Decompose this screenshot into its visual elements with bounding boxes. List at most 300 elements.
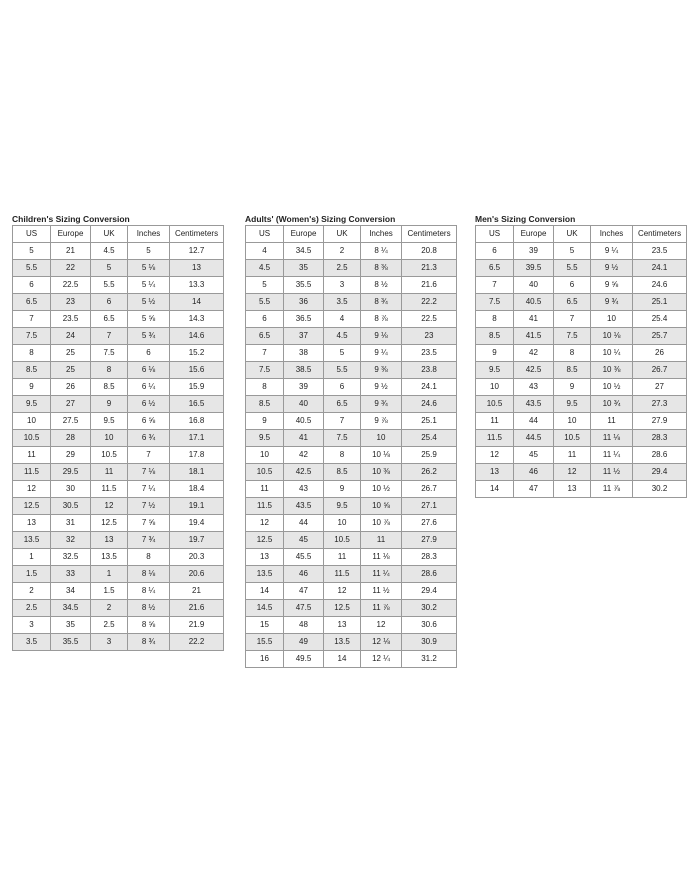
cell-inches: 10 ⅜ [361,464,402,481]
table-row [246,345,457,362]
cell-europe: 40.5 [284,413,324,430]
cell-us: 16 [246,651,284,668]
table-row [476,430,687,447]
cell-uk: 3 [324,277,361,294]
table-row [476,464,687,481]
table-row [13,260,224,277]
cell-us: 6 [13,277,51,294]
cell-us: 4 [246,243,284,260]
cell-europe: 44 [284,515,324,532]
cell-uk: 4 [324,311,361,328]
cell-centimeters: 28.3 [402,549,457,566]
cell-centimeters: 23 [402,328,457,345]
cell-uk: 11 [91,464,128,481]
table-row [246,532,457,549]
cell-us: 7.5 [13,328,51,345]
cell-centimeters: 23.5 [633,243,687,260]
cell-europe: 29.5 [51,464,91,481]
cell-centimeters: 22.2 [170,634,224,651]
cell-uk: 5 [554,243,591,260]
cell-uk: 7.5 [554,328,591,345]
col-header-europe: Europe [284,226,324,243]
cell-centimeters: 25.9 [402,447,457,464]
cell-europe: 45 [284,532,324,549]
cell-us: 9.5 [246,430,284,447]
cell-centimeters: 20.8 [402,243,457,260]
table-row [13,498,224,515]
table-row [13,243,224,260]
col-header-centimeters: Centimeters [170,226,224,243]
cell-us: 8 [246,379,284,396]
cell-uk: 8.5 [91,379,128,396]
cell-centimeters: 15.6 [170,362,224,379]
cell-centimeters: 24.1 [402,379,457,396]
cell-inches: 10 ⅛ [591,328,633,345]
cell-inches: 10 ⅜ [591,362,633,379]
cell-uk: 2 [324,243,361,260]
cell-europe: 38.5 [284,362,324,379]
cell-europe: 43.5 [514,396,554,413]
table-row [476,328,687,345]
cell-uk: 11.5 [91,481,128,498]
table-row [13,464,224,481]
table-row [13,294,224,311]
cell-centimeters: 30.9 [402,634,457,651]
table-row [246,396,457,413]
women-table-header [246,226,457,243]
men-table-body [476,243,687,498]
cell-us: 5 [246,277,284,294]
cell-inches: 10 ⅛ [361,447,402,464]
cell-uk: 6 [324,379,361,396]
table-row [246,294,457,311]
cell-centimeters: 18.1 [170,464,224,481]
cell-us: 10 [476,379,514,396]
women-table-body [246,243,457,668]
cell-inches: 10 [361,430,402,447]
cell-europe: 22.5 [51,277,91,294]
table-row [476,447,687,464]
cell-us: 11.5 [246,498,284,515]
table-row [476,413,687,430]
cell-inches: 7 ⅛ [128,464,170,481]
cell-centimeters: 25.4 [633,311,687,328]
table-row [13,362,224,379]
cell-inches: 5 ⅛ [128,260,170,277]
cell-europe: 44.5 [514,430,554,447]
cell-centimeters: 29.4 [633,464,687,481]
cell-europe: 42 [514,345,554,362]
cell-europe: 25 [51,345,91,362]
cell-inches: 5 ½ [128,294,170,311]
table-row [246,413,457,430]
table-row [246,566,457,583]
table-row [13,311,224,328]
cell-uk: 10.5 [91,447,128,464]
cell-uk: 10 [324,515,361,532]
cell-europe: 40 [284,396,324,413]
cell-europe: 41.5 [514,328,554,345]
cell-inches: 8 [128,549,170,566]
cell-inches: 6 ¾ [128,430,170,447]
cell-uk: 13 [554,481,591,498]
cell-inches: 9 ¼ [361,345,402,362]
cell-europe: 25 [51,362,91,379]
table-row [246,447,457,464]
table-row [246,464,457,481]
cell-us: 6.5 [476,260,514,277]
cell-us: 12 [13,481,51,498]
cell-europe: 21 [51,243,91,260]
cell-centimeters: 19.1 [170,498,224,515]
cell-uk: 7.5 [324,430,361,447]
table-row [476,362,687,379]
cell-centimeters: 28.6 [402,566,457,583]
cell-uk: 5 [324,345,361,362]
cell-inches: 9 ¼ [591,243,633,260]
cell-uk: 13 [91,532,128,549]
cell-uk: 3.5 [324,294,361,311]
cell-europe: 47 [514,481,554,498]
cell-us: 3 [13,617,51,634]
children-table-header [13,226,224,243]
cell-inches: 6 [128,345,170,362]
cell-us: 8.5 [13,362,51,379]
cell-europe: 38 [284,345,324,362]
cell-centimeters: 31.2 [402,651,457,668]
cell-centimeters: 21.3 [402,260,457,277]
cell-centimeters: 24.1 [633,260,687,277]
cell-uk: 12 [554,464,591,481]
cell-europe: 26 [51,379,91,396]
col-header-centimeters: Centimeters [402,226,457,243]
table-row [13,379,224,396]
cell-us: 7 [246,345,284,362]
cell-us: 10.5 [13,430,51,447]
cell-inches: 11 [591,413,633,430]
cell-inches: 11 ¼ [361,566,402,583]
cell-europe: 33 [51,566,91,583]
cell-inches: 8 ¾ [128,634,170,651]
cell-centimeters: 23.8 [402,362,457,379]
cell-europe: 46 [514,464,554,481]
table-row [13,600,224,617]
women-sizing-section [245,213,457,668]
cell-europe: 34 [51,583,91,600]
cell-uk: 5 [91,260,128,277]
table-row [476,260,687,277]
cell-centimeters: 28.6 [633,447,687,464]
cell-us: 11.5 [13,464,51,481]
cell-us: 13.5 [246,566,284,583]
cell-uk: 11 [324,549,361,566]
cell-centimeters: 19.7 [170,532,224,549]
cell-inches: 6 ½ [128,396,170,413]
table-row [246,260,457,277]
cell-centimeters: 22.2 [402,294,457,311]
cell-centimeters: 30.2 [402,600,457,617]
cell-inches: 12 [361,617,402,634]
cell-europe: 42.5 [514,362,554,379]
table-row [476,379,687,396]
cell-us: 7.5 [246,362,284,379]
cell-us: 8.5 [476,328,514,345]
cell-inches: 11 ⅞ [591,481,633,498]
cell-europe: 36.5 [284,311,324,328]
cell-inches: 7 ½ [128,498,170,515]
cell-uk: 1.5 [91,583,128,600]
cell-uk: 13.5 [324,634,361,651]
col-header-us: US [246,226,284,243]
cell-centimeters: 21.6 [170,600,224,617]
table-row [246,481,457,498]
cell-europe: 39.5 [514,260,554,277]
cell-inches: 11 ⅛ [361,549,402,566]
cell-europe: 34.5 [51,600,91,617]
cell-inches: 5 ⅝ [128,311,170,328]
cell-centimeters: 22.5 [402,311,457,328]
table-row [476,294,687,311]
cell-us: 9 [246,413,284,430]
cell-centimeters: 12.7 [170,243,224,260]
cell-europe: 45.5 [284,549,324,566]
cell-us: 9.5 [13,396,51,413]
cell-inches: 8 ¼ [128,583,170,600]
cell-europe: 22 [51,260,91,277]
cell-europe: 29 [51,447,91,464]
cell-centimeters: 14.3 [170,311,224,328]
cell-us: 11 [476,413,514,430]
men-sizing-section [475,213,687,498]
cell-europe: 49 [284,634,324,651]
cell-europe: 46 [284,566,324,583]
cell-europe: 34.5 [284,243,324,260]
cell-uk: 13.5 [91,549,128,566]
cell-europe: 30 [51,481,91,498]
cell-inches: 6 ⅛ [128,362,170,379]
cell-uk: 2 [91,600,128,617]
cell-inches: 8 ⅜ [361,260,402,277]
table-row [246,634,457,651]
cell-inches: 11 ½ [361,583,402,600]
cell-us: 15 [246,617,284,634]
cell-uk: 12.5 [324,600,361,617]
cell-inches: 12 ¼ [361,651,402,668]
cell-centimeters: 14 [170,294,224,311]
cell-europe: 48 [284,617,324,634]
cell-uk: 5.5 [554,260,591,277]
cell-inches: 11 ½ [591,464,633,481]
cell-centimeters: 13 [170,260,224,277]
cell-us: 7 [13,311,51,328]
table-row [13,345,224,362]
cell-us: 13 [13,515,51,532]
cell-uk: 12 [91,498,128,515]
cell-inches: 8 ½ [361,277,402,294]
cell-inches: 8 ½ [128,600,170,617]
cell-inches: 10 ¾ [591,396,633,413]
cell-centimeters: 16.5 [170,396,224,413]
cell-us: 10.5 [476,396,514,413]
cell-us: 5.5 [13,260,51,277]
cell-us: 8 [13,345,51,362]
cell-europe: 27 [51,396,91,413]
cell-inches: 11 ⅞ [361,600,402,617]
table-row [13,515,224,532]
cell-centimeters: 26.2 [402,464,457,481]
cell-uk: 2.5 [91,617,128,634]
cell-us: 14 [476,481,514,498]
cell-europe: 36 [284,294,324,311]
cell-centimeters: 27.1 [402,498,457,515]
men-sizing-table [475,225,687,498]
cell-centimeters: 24.6 [633,277,687,294]
cell-inches: 10 ½ [591,379,633,396]
table-row [476,243,687,260]
cell-us: 13 [246,549,284,566]
cell-inches: 7 ¾ [128,532,170,549]
table-row [476,345,687,362]
table-row [246,277,457,294]
cell-us: 2.5 [13,600,51,617]
cell-centimeters: 15.2 [170,345,224,362]
cell-inches: 11 [361,532,402,549]
cell-us: 7.5 [476,294,514,311]
children-sizing-table [12,225,224,651]
cell-europe: 40 [514,277,554,294]
cell-uk: 8 [554,345,591,362]
table-row [246,549,457,566]
cell-us: 1.5 [13,566,51,583]
table-row [13,617,224,634]
cell-centimeters: 18.4 [170,481,224,498]
cell-us: 5 [13,243,51,260]
cell-inches: 9 ¾ [361,396,402,413]
cell-uk: 9 [554,379,591,396]
cell-uk: 7 [554,311,591,328]
cell-us: 6 [476,243,514,260]
cell-centimeters: 27.9 [402,532,457,549]
cell-europe: 47.5 [284,600,324,617]
cell-europe: 30.5 [51,498,91,515]
cell-inches: 5 ¼ [128,277,170,294]
cell-inches: 10 [591,311,633,328]
cell-inches: 8 ⅛ [128,566,170,583]
cell-europe: 42 [284,447,324,464]
cell-europe: 32 [51,532,91,549]
cell-centimeters: 30.2 [633,481,687,498]
children-sizing-section [12,213,224,651]
cell-europe: 45 [514,447,554,464]
cell-inches: 6 ¼ [128,379,170,396]
cell-inches: 8 ¼ [361,243,402,260]
col-header-inches: Inches [128,226,170,243]
cell-us: 12.5 [13,498,51,515]
cell-uk: 8 [91,362,128,379]
cell-centimeters: 27 [633,379,687,396]
cell-uk: 6 [554,277,591,294]
cell-europe: 43 [514,379,554,396]
cell-inches: 10 ⅞ [361,515,402,532]
cell-uk: 9 [324,481,361,498]
cell-us: 1 [13,549,51,566]
cell-europe: 39 [514,243,554,260]
cell-inches: 9 ½ [591,260,633,277]
cell-europe: 40.5 [514,294,554,311]
cell-us: 13.5 [13,532,51,549]
table-row [13,634,224,651]
cell-inches: 8 ⅝ [128,617,170,634]
table-row [476,396,687,413]
cell-centimeters: 13.3 [170,277,224,294]
cell-inches: 11 ¼ [591,447,633,464]
cell-inches: 10 ¼ [591,345,633,362]
cell-centimeters: 28.3 [633,430,687,447]
col-header-inches: Inches [591,226,633,243]
cell-inches: 9 ⅜ [361,362,402,379]
cell-uk: 4.5 [324,328,361,345]
cell-centimeters: 30.6 [402,617,457,634]
cell-centimeters: 17.1 [170,430,224,447]
cell-inches: 6 ⅝ [128,413,170,430]
table-row [246,600,457,617]
cell-centimeters: 25.1 [633,294,687,311]
cell-centimeters: 21.9 [170,617,224,634]
cell-us: 6 [246,311,284,328]
cell-inches: 12 ⅛ [361,634,402,651]
table-row [13,583,224,600]
col-header-centimeters: Centimeters [633,226,687,243]
table-row [246,515,457,532]
cell-europe: 41 [514,311,554,328]
cell-centimeters: 25.4 [402,430,457,447]
cell-centimeters: 27.3 [633,396,687,413]
table-row [246,651,457,668]
cell-inches: 9 ⅝ [591,277,633,294]
table-row [13,277,224,294]
cell-us: 8 [476,311,514,328]
cell-uk: 3 [91,634,128,651]
cell-europe: 28 [51,430,91,447]
cell-inches: 7 ⅝ [128,515,170,532]
cell-uk: 9 [91,396,128,413]
table-row [246,243,457,260]
cell-inches: 9 ⅞ [361,413,402,430]
table-row [13,532,224,549]
cell-europe: 43 [284,481,324,498]
cell-uk: 4.5 [91,243,128,260]
cell-inches: 10 ⅝ [361,498,402,515]
cell-us: 2 [13,583,51,600]
table-row [13,328,224,345]
table-row [246,311,457,328]
cell-uk: 5.5 [91,277,128,294]
children-sizing-title: Children's Sizing Conversion [12,214,130,224]
cell-inches: 7 [128,447,170,464]
cell-us: 11 [246,481,284,498]
cell-inches: 10 ½ [361,481,402,498]
cell-centimeters: 17.8 [170,447,224,464]
cell-europe: 35 [284,260,324,277]
cell-uk: 8.5 [554,362,591,379]
cell-inches: 5 [128,243,170,260]
cell-uk: 11.5 [324,566,361,583]
col-header-europe: Europe [51,226,91,243]
cell-inches: 11 ⅛ [591,430,633,447]
cell-europe: 31 [51,515,91,532]
table-row [246,328,457,345]
cell-us: 7 [476,277,514,294]
